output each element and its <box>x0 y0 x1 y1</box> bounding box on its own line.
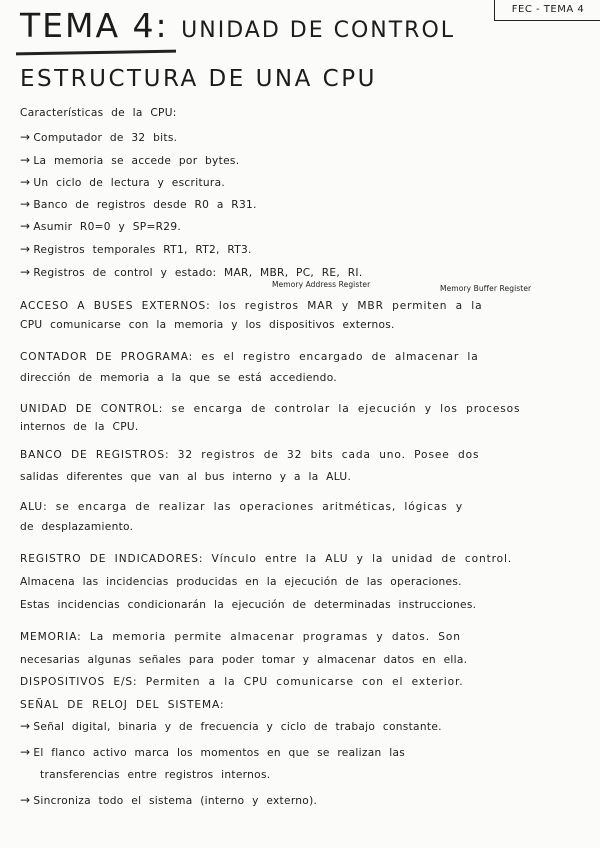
arrow-icon: → <box>20 745 31 759</box>
list-item: → El flanco activo marca los momentos en que se realizan las <box>20 745 406 759</box>
paragraph-line: BANCO DE REGISTROS: 32 registros de 32 bits cada uno. Posee dos <box>20 449 480 461</box>
paragraph-line: de desplazamiento. <box>20 521 134 533</box>
section-title: ESTRUCTURA DE UNA CPU <box>20 66 377 92</box>
paragraph-line: UNIDAD DE CONTROL: se encarga de controlar la ejecución y los procesos <box>20 403 521 415</box>
list-item: → Sincroniza todo el sistema (interno y externo). <box>20 793 318 807</box>
arrow-icon: → <box>20 197 31 211</box>
paragraph-line: dirección de memoria a la que se está accediendo. <box>20 372 337 384</box>
title-main: TEMA 4: <box>20 6 169 45</box>
arrow-icon: → <box>20 153 31 167</box>
title-underline <box>16 50 176 56</box>
annotation-mar: Memory Address Register <box>272 280 371 289</box>
paragraph-line: necesarias algunas señales para poder tomar y almacenar datos en ella. <box>20 654 468 666</box>
paragraph-line: CPU comunicarse con la memoria y los dispositivos externos. <box>20 319 395 331</box>
list-item: → Señal digital, binaria y de frecuencia y ciclo de trabajo constante. <box>20 719 442 733</box>
paragraph-line: CONTADOR DE PROGRAMA: es el registro encargado de almacenar la <box>20 351 479 363</box>
arrow-icon: → <box>20 219 31 233</box>
arrow-icon: → <box>20 719 31 733</box>
paragraph-line: Almacena las incidencias producidas en la ejecución de las operaciones. <box>20 576 462 588</box>
paragraph-line: REGISTRO DE INDICADORES: Vínculo entre la ALU y la unidad de control. <box>20 553 513 565</box>
arrow-icon: → <box>20 265 31 279</box>
paragraph-line: internos de la CPU. <box>20 421 139 433</box>
paragraph-line: salidas diferentes que van al bus interno y a la ALU. <box>20 471 352 483</box>
paragraph-line: MEMORIA: La memoria permite almacenar programas y datos. Son <box>20 631 461 643</box>
paragraph-line: DISPOSITIVOS E/S: Permiten a la CPU comunicarse con el exterior. <box>20 676 464 688</box>
list-item-continuation: transferencias entre registros internos. <box>40 769 271 781</box>
paragraph-line: ALU: se encarga de realizar las operaciones aritméticas, lógicas y <box>20 501 464 513</box>
title-tail: UNIDAD DE CONTROL <box>181 18 456 43</box>
characteristics-heading: Características de la CPU: <box>20 107 177 119</box>
list-item: → Registros de control y estado: MAR, MBR, PC, RE, RI. <box>20 265 363 279</box>
header-tag: FEC - TEMA 4 <box>494 0 600 21</box>
paragraph-line: SEÑAL DE RELOJ DEL SISTEMA: <box>20 699 225 711</box>
paragraph-line: ACCESO A BUSES EXTERNOS: los registros MAR y MBR permiten a la <box>20 300 483 312</box>
list-item: → Computador de 32 bits. <box>20 130 178 144</box>
paragraph-line: Estas incidencias condicionarán la ejecución de determinadas instrucciones. <box>20 599 477 611</box>
list-item: → Banco de registros desde R0 a R31. <box>20 197 257 211</box>
list-item: → Un ciclo de lectura y escritura. <box>20 175 226 189</box>
arrow-icon: → <box>20 175 31 189</box>
arrow-icon: → <box>20 130 31 144</box>
page-title <box>20 6 490 45</box>
list-item: → Asumir R0=0 y SP=R29. <box>20 219 182 233</box>
list-item: → Registros temporales RT1, RT2, RT3. <box>20 242 252 256</box>
annotation-mbr: Memory Buffer Register <box>440 284 532 293</box>
arrow-icon: → <box>20 242 31 256</box>
arrow-icon: → <box>20 793 31 807</box>
list-item: → La memoria se accede por bytes. <box>20 153 240 167</box>
